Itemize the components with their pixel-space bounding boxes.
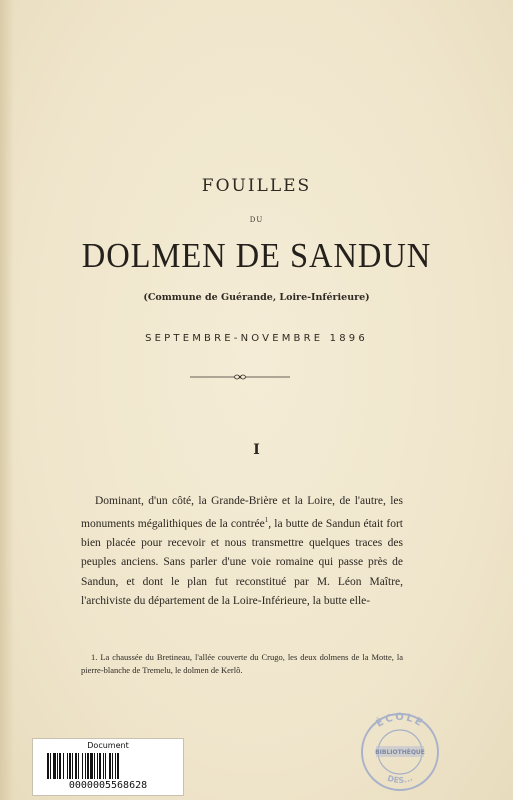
body-paragraph xyxy=(81,492,403,611)
library-stamp-icon xyxy=(352,706,448,792)
barcode-label xyxy=(32,738,184,796)
section-number: I xyxy=(253,442,260,458)
barcode-title: Document xyxy=(87,741,129,750)
title-connector: DU xyxy=(249,216,264,224)
title-subject: DOLMEN DE SANDUN xyxy=(81,236,432,275)
footnote xyxy=(81,651,403,677)
footnote-reference: 1 xyxy=(264,516,269,525)
page-edge-shadow xyxy=(0,0,14,800)
stamp-text-top: ÉCOLE xyxy=(374,711,426,730)
body-text-start: Dominant, d'un côté, la Grande-Brière et la Loire, de l'autre, les monuments mégalithiques de la contrée xyxy=(81,495,403,531)
title-date: SEPTEMBRE-NOVEMBRE 1896 xyxy=(145,333,368,344)
body-text-end: , la butte de Sandun était fort bien placée pour recevoir et nous transmettre quelques traces des peuples anciens. Sans parler d'une voie romaine qui passe près de Sandun, et dont le plan fut reconstitué par M. Léon Maître, l'archiviste du département de la Loire-Inférieure, la butte elle- xyxy=(81,518,403,607)
title-location: (Commune de Guérande, Loire-Inférieure) xyxy=(143,292,370,303)
stamp-text-center: BIBLIOTHÈQUE xyxy=(375,749,425,756)
ornament-rule xyxy=(190,371,290,383)
svg-text:DES... xyxy=(386,774,414,785)
barcode-number: 0000005568628 xyxy=(68,780,148,791)
title-main: FOUILLES xyxy=(201,176,312,196)
footnote-text: 1. La chaussée du Bretineau, l'allée couverte du Crugo, les deux dolmens de la Motte, la pierre-blanche de Tremelu, le dolmen de Kerlô. xyxy=(81,652,403,675)
stamp-text-bottom: DES... xyxy=(386,773,414,785)
barcode-icon xyxy=(47,753,169,779)
svg-text:ÉCOLE xyxy=(373,712,425,730)
